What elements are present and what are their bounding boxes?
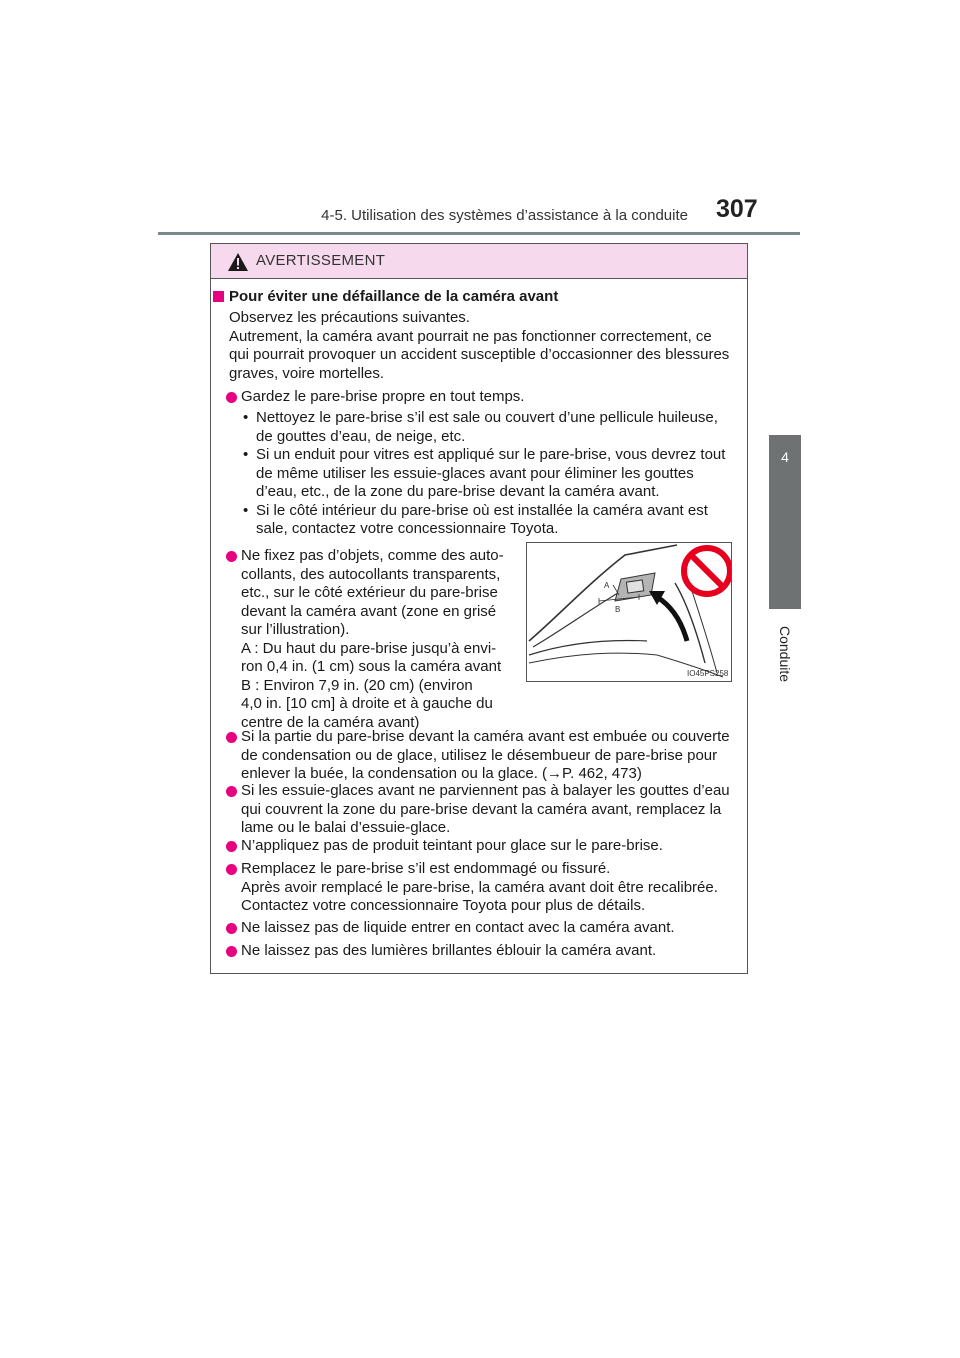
text-line: N’appliquez pas de produit teintant pour glace sur le pare-brise. xyxy=(241,837,663,854)
text-line: Gardez le pare-brise propre en tout temps. xyxy=(241,388,525,405)
bullet-dot-icon xyxy=(226,923,237,934)
windshield-drawing xyxy=(527,543,731,681)
warning-triangle-icon xyxy=(227,252,249,272)
text-line: lame ou le balai d’essuie-glace. xyxy=(241,819,451,836)
text-line: A : Du haut du pare-brise jusqu’à envi- xyxy=(241,639,497,657)
text-line: sale, contactez votre concessionnaire Toyota. xyxy=(256,520,559,537)
warning-header xyxy=(211,244,747,279)
text-line: de gouttes d’eau, de neige, etc. xyxy=(256,427,466,445)
illustration-code: IO45PS258 xyxy=(687,669,729,678)
text-line: Remplacez le pare-brise s’il est endommagé ou fissuré. xyxy=(241,860,611,877)
text-line: Nettoyez le pare-brise s’il est sale ou couvert d’une pellicule huileuse, xyxy=(256,409,718,426)
bullet-dot-icon xyxy=(226,551,237,562)
bullet-dot-icon xyxy=(226,946,237,957)
text-line: Ne laissez pas des lumières brillantes éblouir la caméra avant. xyxy=(241,942,657,959)
text-line: sur l’illustration). xyxy=(241,621,350,638)
bullet-dot-icon xyxy=(226,732,237,743)
text-line: de même utiliser les essuie-glaces avant pour éliminer les gouttes xyxy=(256,464,694,482)
text-line: Autrement, la caméra avant pourrait ne pas fonctionner correctement, ce xyxy=(229,327,712,345)
label-b: B xyxy=(615,605,621,614)
text-line: Contactez votre concessionnaire Toyota pour plus de détails. xyxy=(241,897,646,914)
prohibition-icon xyxy=(684,548,730,594)
bullet-mark: • xyxy=(243,446,249,463)
text-line: B : Environ 7,9 in. (20 cm) (environ xyxy=(241,676,473,694)
chapter-tab-number: 4 xyxy=(781,449,789,465)
text-line: enlever la buée, la condensation ou la glace. (→P. 462, 473) xyxy=(241,765,642,782)
text-line: graves, voire mortelles. xyxy=(229,364,385,382)
bullet-mark: • xyxy=(243,501,249,519)
text-line: qui pourrait provoquer un accident susceptible d’occasionner des blessures xyxy=(229,346,730,363)
text-line: de condensation ou de glace, utilisez le désembueur de pare-brise pour xyxy=(241,746,718,764)
warning-subtitle: Pour éviter une défaillance de la caméra avant xyxy=(229,288,559,305)
text-line: centre de la caméra avant) xyxy=(241,713,420,731)
text-line: 4,0 in. [10 cm] à droite et à gauche du xyxy=(241,695,493,712)
text-line: ron 0,4 in. (1 cm) sous la caméra avant xyxy=(241,658,502,675)
text-line: Si les essuie-glaces avant ne parviennent pas à balayer les gouttes d’eau xyxy=(241,782,730,799)
section-header: 4-5. Utilisation des systèmes d’assistance à la conduite xyxy=(321,207,688,224)
chapter-label-text: Conduite xyxy=(777,625,793,683)
bullet-dot-icon xyxy=(226,392,237,403)
bullet-dot-icon xyxy=(226,841,237,852)
section-square-icon xyxy=(213,291,224,302)
page-number: 307 xyxy=(716,195,758,223)
bullet-mark: • xyxy=(243,409,249,426)
text-line: Après avoir remplacé le pare-brise, la caméra avant doit être recalibrée. xyxy=(241,878,718,896)
text-line: Si la partie du pare-brise devant la caméra avant est embuée ou couverte xyxy=(241,728,730,745)
bullet-dot-icon xyxy=(226,786,237,797)
windshield-camera-illustration xyxy=(526,542,732,682)
header-rule xyxy=(158,232,800,235)
warning-title: AVERTISSEMENT xyxy=(256,252,386,269)
text-line: etc., sur le côté extérieur du pare-brise xyxy=(241,584,498,601)
text-line: collants, des autocollants transparents, xyxy=(241,565,501,583)
chapter-tab xyxy=(769,435,801,609)
text-line: Si le côté intérieur du pare-brise où est installée la caméra avant est xyxy=(256,501,708,519)
text-line: Ne laissez pas de liquide entrer en contact avec la caméra avant. xyxy=(241,919,675,936)
text-line: Observez les précautions suivantes. xyxy=(229,309,470,326)
text-line: qui couvrent la zone du pare-brise devant la caméra avant, remplacez la xyxy=(241,800,722,818)
bullet-dot-icon xyxy=(226,864,237,875)
text-line: Si un enduit pour vitres est appliqué sur le pare-brise, vous devrez tout xyxy=(256,446,726,463)
text-line: Ne fixez pas d’objets, comme des auto- xyxy=(241,547,504,564)
text-line: devant la caméra avant (zone en grisé xyxy=(241,602,497,620)
label-a: A xyxy=(604,581,610,590)
text-line: d’eau, etc., de la zone du pare-brise devant la caméra avant. xyxy=(256,483,660,500)
chapter-label xyxy=(765,614,805,694)
